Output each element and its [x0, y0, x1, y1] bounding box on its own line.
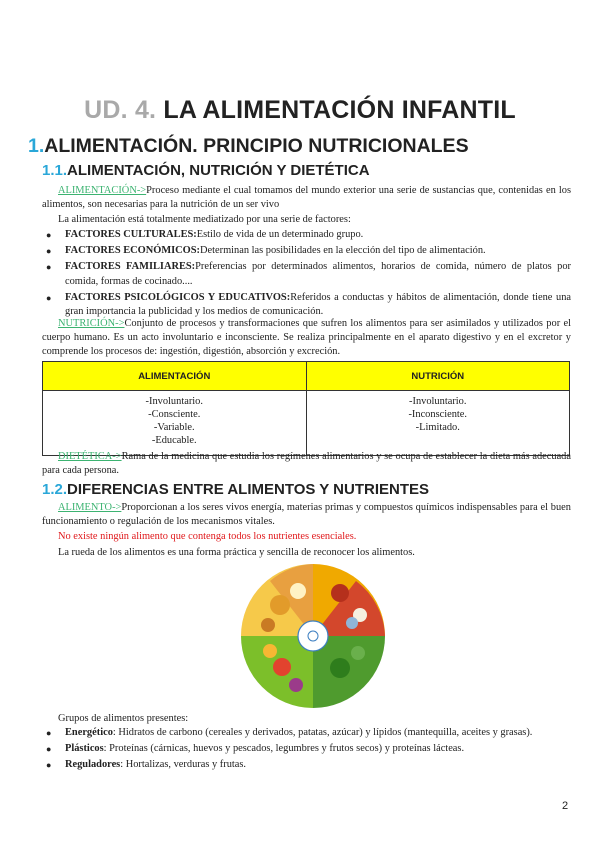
table-header-row — [43, 362, 570, 391]
table-cell-line: -Inconsciente. — [408, 409, 468, 420]
factor-label: FACTORES PSICOLÓGICOS Y EDUCATIVOS: — [65, 291, 291, 303]
section-1-1-title: ALIMENTACIÓN, NUTRICIÓN Y DIETÉTICA — [67, 162, 370, 179]
unit-title — [0, 96, 600, 125]
section-1-1-number: 1.1. — [42, 162, 68, 179]
group-text: : Hidratos de carbono (cereales y derivados, patatas, azúcar) y lípidos (mantequilla, aceites y grasas). — [112, 727, 533, 738]
alimentacion-text: Proceso mediante el cual tomamos del mundo exterior una serie de sustancias que, contenidas en los alimentos, son necesarias para la nutrición de un ser vivo — [42, 185, 571, 211]
orange-icon — [263, 644, 277, 658]
table-cell-alimentacion — [43, 391, 307, 456]
page-number: 2 — [562, 800, 569, 812]
table-header-alimentacion: ALIMENTACIÓN — [43, 362, 307, 391]
food-wheel-image — [240, 563, 386, 709]
section-1-heading — [28, 135, 469, 158]
group-label: Plásticos — [65, 743, 104, 755]
alimentacion-term: ALIMENTACIÓN-> — [58, 185, 147, 196]
table-cell-line: -Educable. — [151, 435, 197, 446]
table-header-nutricion: NUTRICIÓN — [306, 362, 570, 391]
alimento-term: ALIMENTO-> — [58, 502, 122, 513]
group-item — [42, 726, 571, 740]
nutricion-definition — [42, 317, 571, 360]
factor-item — [42, 244, 571, 258]
section-1-number: 1. — [28, 135, 45, 157]
section-1-1-heading — [42, 162, 370, 179]
factor-label: FACTORES CULTURALES: — [65, 229, 197, 240]
comparison-table — [42, 361, 570, 456]
factor-label: FACTORES FAMILIARES: — [65, 261, 196, 273]
groups-intro: Grupos de alimentos presentes: — [58, 713, 189, 724]
table-cell-line: -Consciente. — [148, 409, 201, 420]
potato-icon — [261, 618, 275, 632]
factors-intro: La alimentación está totalmente mediatizado por una serie de factores: — [58, 214, 351, 225]
red-note: No existe ningún alimento que contenga todos los nutrientes esenciales. — [58, 531, 357, 542]
section-1-title: ALIMENTACIÓN. PRINCIPIO NUTRICIONALES — [44, 135, 469, 157]
alimento-definition — [42, 501, 571, 529]
vegetable-icon — [330, 658, 350, 678]
rueda-text: La rueda de los alimentos es una forma práctica y sencilla de reconocer los alimentos. — [58, 547, 415, 558]
unit-title-text: LA ALIMENTACIÓN INFANTIL — [163, 96, 516, 124]
bullet-icon: ● — [46, 760, 52, 771]
groups-list — [42, 726, 571, 775]
apple-icon — [273, 658, 291, 676]
group-text: : Hortalizas, verduras y frutas. — [120, 759, 247, 771]
lettuce-icon — [351, 646, 365, 660]
table-cell-line: -Involuntario. — [145, 396, 203, 407]
table-cell-line: -Limitado. — [415, 422, 460, 433]
water-drop-icon — [308, 631, 318, 641]
dietetica-term: DIETÉTICA-> — [58, 451, 122, 462]
section-1-2-title: DIFERENCIAS ENTRE ALIMENTOS Y NUTRIENTES — [67, 481, 430, 498]
group-item — [42, 742, 571, 756]
bullet-icon: ● — [46, 728, 52, 738]
factors-list — [42, 228, 571, 321]
group-label: Energético — [65, 727, 113, 738]
factor-text: Preferencias por determinados alimentos, horarios de comida, número de platos por comida, formas de cocinado.... — [65, 261, 571, 287]
factor-text: Estilo de vida de un determinado grupo. — [196, 229, 364, 240]
nutricion-term: NUTRICIÓN-> — [58, 318, 125, 329]
bullet-icon: ● — [46, 246, 52, 257]
unit-number: UD. 4. — [84, 96, 157, 124]
bullet-icon: ● — [46, 230, 52, 240]
dietetica-definition — [42, 450, 571, 478]
table-cell-nutricion — [306, 391, 570, 456]
meat-icon — [331, 584, 349, 602]
table-row — [43, 391, 570, 456]
section-1-2-heading — [42, 481, 429, 498]
group-text: : Proteínas (cárnicas, huevos y pescados, legumbres y frutos secos) y proteínas lácteas. — [103, 743, 465, 755]
group-item — [42, 758, 571, 772]
factor-item — [42, 260, 571, 288]
nutricion-text: Conjunto de procesos y transformaciones que sufren los alimentos para ser asimilados y utilizados por el cuerpo humano. Es un acto involuntario e inconsciente. Se realiza principalmente en el aparato digestivo y en el excretor y comprende los procesos de: ingestión, digestión, absorción y excreción. — [42, 318, 571, 358]
fish-icon — [346, 617, 358, 629]
group-label: Reguladores — [65, 759, 121, 771]
factor-item — [42, 291, 571, 319]
dietetica-text: Rama de la medicina que estudia los regímenes alimentarios y se ocupa de establecer la dieta más adecuada para cada persona. — [42, 451, 571, 477]
bullet-icon: ● — [46, 292, 52, 303]
bullet-icon: ● — [46, 262, 52, 273]
factor-text: Determinan las posibilidades en la elección del tipo de alimentación. — [200, 245, 486, 257]
pasta-icon — [290, 583, 306, 599]
factor-text: Referidos a conductas y hábitos de alimentación, donde tiene una gran importancia la publicidad y los medios de comunicación. — [65, 291, 571, 318]
bullet-icon: ● — [46, 744, 52, 755]
factor-item — [42, 228, 571, 242]
grape-icon — [289, 678, 303, 692]
table-cell-line: -Involuntario. — [409, 396, 467, 407]
alimento-text: Proporcionan a los seres vivos energía, materias primas y compuestos químicos indispensables para el buen funcionamiento o regulación de los mecanismos vitales. — [42, 502, 571, 528]
factor-label: FACTORES ECONÓMICOS: — [65, 245, 200, 257]
alimentacion-definition — [42, 184, 571, 212]
table-cell-line: -Variable. — [153, 422, 195, 433]
section-1-2-number: 1.2. — [42, 481, 68, 498]
bread-icon — [270, 595, 290, 615]
